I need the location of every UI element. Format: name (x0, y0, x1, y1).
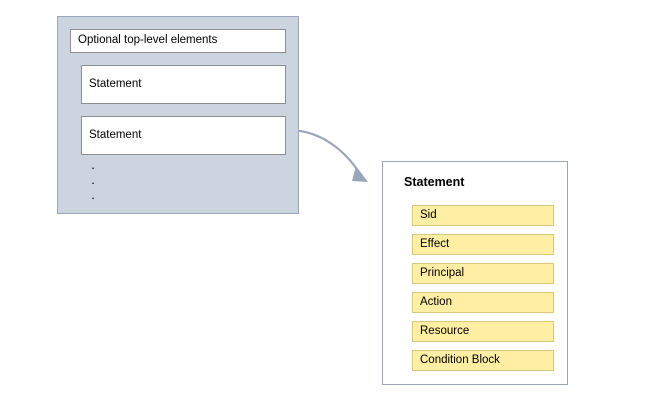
top-level-elements-label: Optional top-level elements (78, 34, 218, 47)
statement-element-row (412, 205, 554, 226)
continuation-dots (86, 160, 100, 205)
connector-arrow (288, 130, 368, 182)
continuation-dot-1: · (90, 160, 96, 175)
continuation-dot-2: · (90, 175, 96, 190)
statement-block-2 (81, 116, 286, 155)
statement-block-1 (81, 65, 286, 104)
statement-element-label: Sid (420, 208, 437, 221)
top-level-elements-field (70, 29, 286, 53)
statement-element-label: Principal (420, 266, 465, 279)
statement-block-1-label: Statement (89, 77, 142, 90)
statement-element-label: Resource (420, 324, 470, 337)
statement-block-2-label: Statement (89, 128, 142, 141)
statement-element-label: Action (420, 295, 452, 308)
statement-element-row (412, 263, 554, 284)
continuation-dot-3: · (90, 190, 96, 205)
statement-element-label: Condition Block (420, 353, 500, 366)
statement-element-row (412, 350, 554, 371)
statement-detail-title: Statement (404, 175, 465, 189)
statement-element-row (412, 321, 554, 342)
statement-element-row (412, 234, 554, 255)
statement-element-label: Effect (420, 237, 450, 250)
statement-element-row (412, 292, 554, 313)
statement-element-list (412, 205, 554, 371)
